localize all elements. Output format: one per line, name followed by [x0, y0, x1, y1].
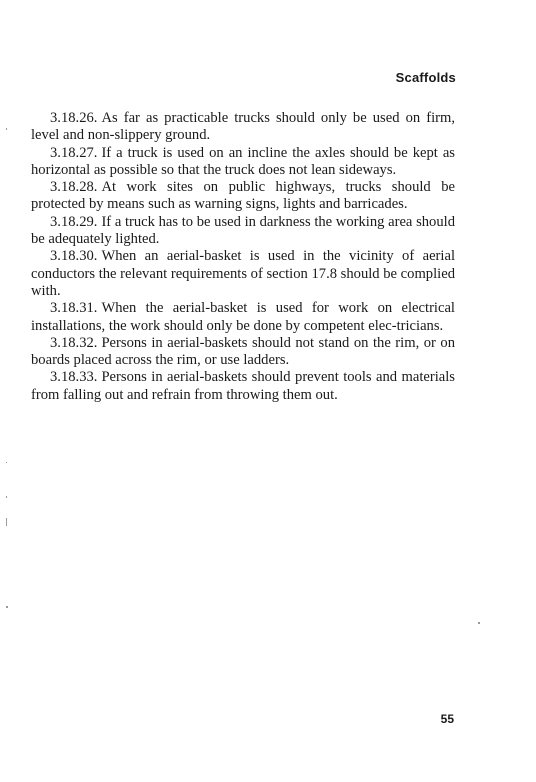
paragraph-3-18-33	[31, 369, 455, 404]
paragraph-3-18-26	[31, 110, 455, 145]
paragraph-number: 3.18.29.	[50, 213, 98, 230]
paragraph-text: If a truck has to be used in darkness the working area should be adequately lighted.	[31, 213, 455, 248]
paragraph-text: When the aerial-basket is used for work on electrical installations, the work should only be done by competent elec-tricians.	[31, 300, 455, 334]
running-head: Scaffolds	[395, 70, 456, 85]
paragraph-text: When an aerial-basket is used in the vicinity of aerial conductors the relevant requirements of section 17.8 should be complied with.	[31, 248, 455, 299]
paragraph-3-18-29	[31, 214, 455, 249]
paragraph-3-18-31	[31, 300, 455, 335]
paragraph-3-18-32	[31, 335, 455, 370]
paragraph-3-18-27	[31, 145, 455, 180]
scan-speck	[478, 622, 480, 624]
scan-speck	[6, 462, 7, 463]
paragraph-text: If a truck is used on an incline the axles should be kept as horizontal as possible so that the truck does not lean sideways.	[31, 144, 455, 178]
page-number: 55	[440, 712, 454, 726]
paragraph-text: Persons in aerial-baskets should not stand on the rim, or on boards placed across the rim, or use ladders.	[31, 334, 455, 369]
scan-speck	[6, 496, 7, 498]
scan-speck	[6, 606, 8, 608]
paragraph-text: At work sites on public highways, trucks should be protected by means such as warning signs, lights and barricades.	[31, 179, 455, 213]
body-text	[31, 110, 455, 404]
paragraph-number: 3.18.27.	[50, 144, 98, 161]
paragraph-number: 3.18.28.	[50, 179, 98, 196]
scan-speck	[6, 128, 7, 130]
paragraph-number: 3.18.26.	[50, 110, 98, 126]
scan-speck	[6, 518, 7, 526]
paragraph-text: As far as practicable trucks should only be used on firm, level and non-slippery ground.	[31, 110, 455, 144]
paragraph-number: 3.18.32.	[50, 334, 98, 351]
paragraph-3-18-30	[31, 248, 455, 300]
paragraph-3-18-28	[31, 179, 455, 214]
paragraph-number: 3.18.33.	[50, 369, 98, 386]
paragraph-number: 3.18.30.	[50, 248, 98, 265]
paragraph-text: Persons in aerial-baskets should prevent tools and materials from falling out and refrain from throwing them out.	[31, 369, 455, 403]
paragraph-number: 3.18.31.	[50, 300, 98, 317]
